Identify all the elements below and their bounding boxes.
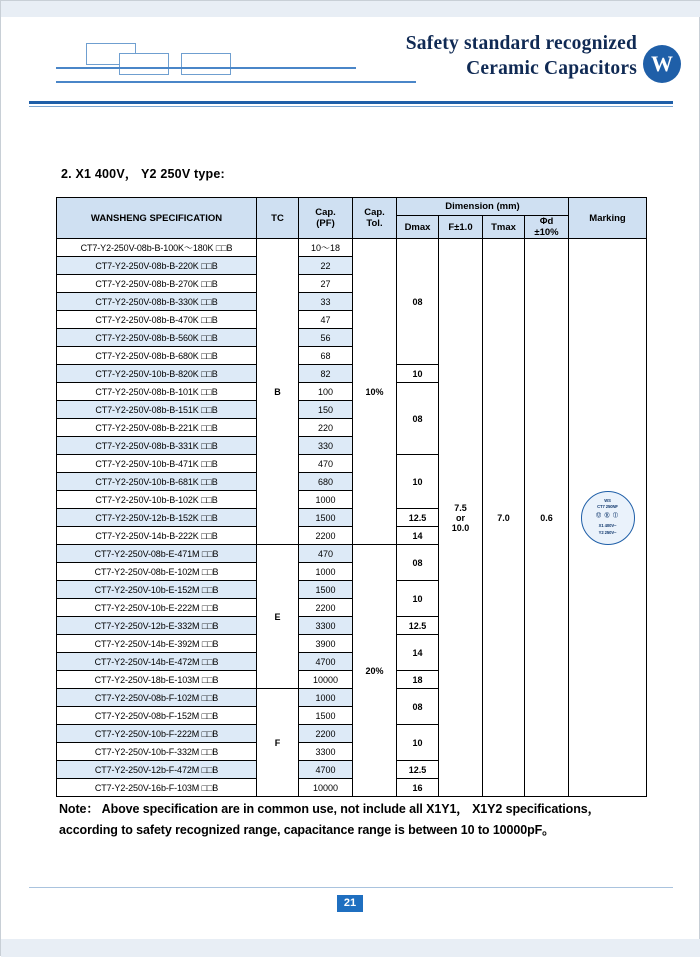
marking-emblem-line-3: Ⓤ Ⓡ Ⓘ <box>596 512 619 519</box>
cell-capacitance: 1500 <box>299 509 353 527</box>
col-header-cap-tol <box>353 198 397 239</box>
cell-specification: CT7-Y2-250V-08b-B-270K □□B <box>57 275 257 293</box>
col-header-phid <box>525 216 569 239</box>
cell-capacitance: 1000 <box>299 491 353 509</box>
cell-cap-tolerance: 20% <box>353 545 397 797</box>
cell-capacitance: 3300 <box>299 617 353 635</box>
cell-specification: CT7-Y2-250V-10b-F-222M □□B <box>57 725 257 743</box>
cell-capacitance: 680 <box>299 473 353 491</box>
col-header-dmax: Dmax <box>397 216 439 239</box>
cell-capacitance: 10000 <box>299 671 353 689</box>
page-number-badge: 21 <box>337 895 363 912</box>
header-rule-thick <box>29 101 673 104</box>
col-header-tol-line1: Cap. <box>364 207 385 218</box>
cell-capacitance: 3900 <box>299 635 353 653</box>
cell-specification: CT7-Y2-250V-10b-B-471K □□B <box>57 455 257 473</box>
col-header-cap <box>299 198 353 239</box>
cell-dmax: 12.5 <box>397 617 439 635</box>
cell-specification: CT7-Y2-250V-08b-B-331K □□B <box>57 437 257 455</box>
cell-specification: CT7-Y2-250V-08b-E-102M □□B <box>57 563 257 581</box>
cell-specification: CT7-Y2-250V-08b-B-100K～180K □□B <box>57 239 257 257</box>
cell-capacitance: 10000 <box>299 779 353 797</box>
cell-dmax: 18 <box>397 671 439 689</box>
marking-emblem-line-5: Y2 250V~ <box>598 529 617 535</box>
cell-specification: CT7-Y2-250V-14b-E-392M □□B <box>57 635 257 653</box>
spec-table-body <box>57 239 647 797</box>
cell-capacitance: 220 <box>299 419 353 437</box>
cell-capacitance: 3300 <box>299 743 353 761</box>
cell-dmax: 12.5 <box>397 509 439 527</box>
col-header-phid-line1: Φd <box>539 216 554 227</box>
cell-specification: CT7-Y2-250V-10b-B-681K □□B <box>57 473 257 491</box>
cell-specification: CT7-Y2-250V-12b-F-472M □□B <box>57 761 257 779</box>
col-header-tol-line2: Tol. <box>366 218 383 229</box>
table-header-row-1 <box>57 198 647 216</box>
col-header-tmax: Tmax <box>483 216 525 239</box>
company-logo-icon: W <box>643 45 681 83</box>
cell-capacitance: 1500 <box>299 707 353 725</box>
cell-capacitance: 470 <box>299 545 353 563</box>
cell-specification: CT7-Y2-250V-08b-B-680K □□B <box>57 347 257 365</box>
page-header <box>1 1 700 113</box>
marking-emblem-line-4: X1 400V~ <box>598 522 617 528</box>
col-header-tc: TC <box>257 198 299 239</box>
cell-specification: CT7-Y2-250V-10b-E-152M □□B <box>57 581 257 599</box>
cell-specification: CT7-Y2-250V-08b-F-102M □□B <box>57 689 257 707</box>
cell-tc: E <box>257 545 299 689</box>
footer-rule <box>29 887 673 888</box>
cell-specification: CT7-Y2-250V-14b-E-472M □□B <box>57 653 257 671</box>
cell-dmax: 10 <box>397 455 439 509</box>
cell-capacitance: 330 <box>299 437 353 455</box>
cell-tc: B <box>257 239 299 545</box>
cell-specification: CT7-Y2-250V-08b-B-151K □□B <box>57 401 257 419</box>
cell-capacitance: 1000 <box>299 563 353 581</box>
footer-band <box>1 939 700 957</box>
col-header-phid-line2: ±10% <box>534 227 559 238</box>
cell-dmax: 10 <box>397 365 439 383</box>
cell-specification: CT7-Y2-250V-14b-B-222K □□B <box>57 527 257 545</box>
cell-capacitance: 150 <box>299 401 353 419</box>
cell-capacitance: 2200 <box>299 527 353 545</box>
header-rule-thin <box>29 106 673 107</box>
cell-capacitance: 33 <box>299 293 353 311</box>
cell-specification: CT7-Y2-250V-08b-B-101K □□B <box>57 383 257 401</box>
cell-capacitance: 22 <box>299 257 353 275</box>
cell-tc: F <box>257 689 299 797</box>
header-title <box>217 31 637 81</box>
spec-table-head <box>57 198 647 239</box>
cell-specification: CT7-Y2-250V-08b-B-560K □□B <box>57 329 257 347</box>
cell-capacitance: 47 <box>299 311 353 329</box>
f-dimension-line-2: or <box>456 512 465 523</box>
f-dimension-line-3: 10.0 <box>451 522 470 533</box>
header-title-line1: Safety standard recognized <box>405 33 637 54</box>
cell-specification: CT7-Y2-250V-12b-B-152K □□B <box>57 509 257 527</box>
cell-f-dimension <box>439 239 483 797</box>
cell-specification: CT7-Y2-250V-10b-E-222M □□B <box>57 599 257 617</box>
cell-dmax: 10 <box>397 725 439 761</box>
col-header-f: F±1.0 <box>439 216 483 239</box>
col-header-dimension: Dimension (mm) <box>397 198 569 216</box>
cell-phi-d: 0.6 <box>525 239 569 797</box>
cell-specification: CT7-Y2-250V-08b-B-330K □□B <box>57 293 257 311</box>
cell-tmax: 7.0 <box>483 239 525 797</box>
cell-dmax: 08 <box>397 545 439 581</box>
cell-capacitance: 82 <box>299 365 353 383</box>
col-header-cap-line2: (PF) <box>316 218 335 229</box>
cell-specification: CT7-Y2-250V-08b-B-221K □□B <box>57 419 257 437</box>
cell-capacitance: 56 <box>299 329 353 347</box>
cell-specification: CT7-Y2-250V-08b-E-471M □□B <box>57 545 257 563</box>
deco-line-2 <box>56 81 416 83</box>
col-header-specification: WANSHENG SPECIFICATION <box>57 198 257 239</box>
cell-specification: CT7-Y2-250V-18b-E-103M □□B <box>57 671 257 689</box>
f-dimension-line-1: 7.5 <box>454 502 467 513</box>
cell-specification: CT7-Y2-250V-08b-F-152M □□B <box>57 707 257 725</box>
cell-specification: CT7-Y2-250V-12b-E-332M □□B <box>57 617 257 635</box>
cell-dmax: 10 <box>397 581 439 617</box>
marking-emblem-line-2: CT7 250NF <box>597 503 618 509</box>
cell-capacitance: 4700 <box>299 653 353 671</box>
spec-table-container <box>56 197 646 797</box>
note-text: Note： Above specification are in common use, not include all X1Y1， X1Y2 specifications， according to safety recognized range, capacitance range is between 10 to 10000pF。 <box>59 802 600 837</box>
cell-specification: CT7-Y2-250V-16b-F-103M □□B <box>57 779 257 797</box>
cell-capacitance: 10～18 <box>299 239 353 257</box>
cell-dmax: 16 <box>397 779 439 797</box>
spec-table <box>56 197 647 797</box>
cell-dmax: 08 <box>397 689 439 725</box>
marking-emblem-line-1: WS <box>604 497 611 503</box>
cell-capacitance: 68 <box>299 347 353 365</box>
cell-cap-tolerance: 10% <box>353 239 397 545</box>
col-header-cap-line1: Cap. <box>315 207 336 218</box>
cell-capacitance: 4700 <box>299 761 353 779</box>
cell-dmax: 12.5 <box>397 761 439 779</box>
header-top-band <box>1 1 700 17</box>
cell-dmax: 08 <box>397 383 439 455</box>
table-row <box>57 239 647 257</box>
cell-specification: CT7-Y2-250V-08b-B-470K □□B <box>57 311 257 329</box>
cell-dmax: 08 <box>397 239 439 365</box>
cell-specification: CT7-Y2-250V-10b-F-332M □□B <box>57 743 257 761</box>
section-title: 2. X1 400V， Y2 250V type: <box>61 167 225 181</box>
header-title-line2: Ceramic Capacitors <box>466 58 637 79</box>
cell-capacitance: 1500 <box>299 581 353 599</box>
deco-box-2 <box>119 53 169 75</box>
cell-marking <box>569 239 647 797</box>
marking-emblem-icon <box>581 491 635 545</box>
cell-capacitance: 470 <box>299 455 353 473</box>
cell-capacitance: 100 <box>299 383 353 401</box>
cell-capacitance: 1000 <box>299 689 353 707</box>
cell-specification: CT7-Y2-250V-10b-B-102K □□B <box>57 491 257 509</box>
cell-dmax: 14 <box>397 527 439 545</box>
cell-specification: CT7-Y2-250V-10b-B-820K □□B <box>57 365 257 383</box>
col-header-marking: Marking <box>569 198 647 239</box>
cell-dmax: 14 <box>397 635 439 671</box>
cell-specification: CT7-Y2-250V-08b-B-220K □□B <box>57 257 257 275</box>
cell-capacitance: 2200 <box>299 599 353 617</box>
cell-capacitance: 2200 <box>299 725 353 743</box>
cell-capacitance: 27 <box>299 275 353 293</box>
